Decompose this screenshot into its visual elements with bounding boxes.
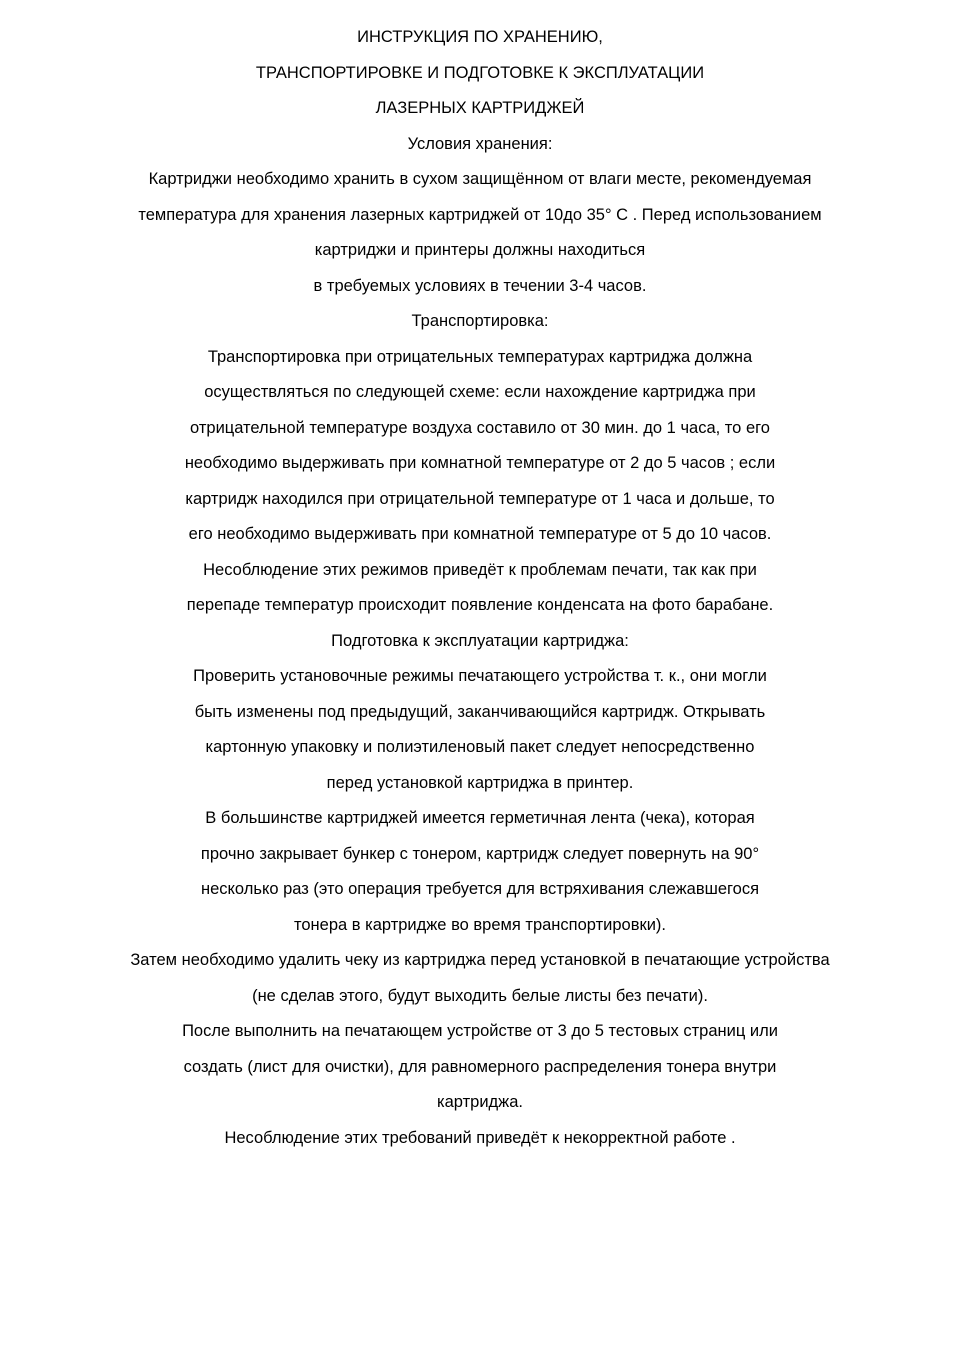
text-line: Картриджи необходимо хранить в сухом защищённом от влаги месте, рекомендуемая: [148, 170, 812, 188]
text-line: Несоблюдение этих режимов приведёт к проблемам печати, так как при: [203, 560, 757, 579]
text-line: Транспортировка при отрицательных температурах картриджа должна: [207, 347, 753, 366]
text-line: картридж находился при отрицательной температуре от 1 часа и дольше, то: [185, 489, 775, 508]
text-line: быть изменены под предыдущий, заканчивающийся картридж. Открывать: [194, 702, 766, 721]
text-line: отрицательной температуре воздуха составило от 30 мин. до 1 часа, то его: [190, 418, 770, 437]
text-line: необходимо выдерживать при комнатной температуре от 2 до 5 часов ; если: [184, 454, 776, 472]
text-line: Проверить установочные режимы печатающего устройства т. к., они могли: [193, 667, 767, 685]
text-line: температура для хранения лазерных картриджей от 10до 35° С . Перед использованием: [138, 205, 822, 224]
text-line: После выполнить на печатающем устройстве от 3 до 5 тестовых страниц или: [182, 1022, 778, 1040]
text-line: картриджи и принтеры должны находиться: [314, 241, 646, 259]
text-line: картриджа.: [437, 1093, 523, 1111]
document-title-line: ЛАЗЕРНЫХ КАРТРИДЖЕЙ: [375, 99, 585, 117]
text-line: картонную упаковку и полиэтиленовый пакет следует непосредственно: [205, 738, 755, 756]
text-line: его необходимо выдерживать при комнатной температуре от 5 до 10 часов.: [188, 525, 772, 543]
text-line: осуществляться по следующей схеме: если нахождение картриджа при: [204, 383, 756, 401]
document-title-line: ИНСТРУКЦИЯ ПО ХРАНЕНИЮ,: [357, 28, 603, 46]
text-line: (не сделав этого, будут выходить белые листы без печати).: [252, 986, 708, 1005]
text-line: Затем необходимо удалить чеку из картриджа перед установкой в печатающие устройства: [130, 951, 830, 969]
closing-line: Несоблюдение этих требований приведёт к некорректной работе .: [224, 1128, 736, 1147]
text-line: тонера в картридже во время транспортировки).: [294, 915, 666, 934]
text-line: перепаде температур происходит появление конденсата на фото барабане.: [186, 596, 774, 614]
text-line: В большинстве картриджей имеется герметичная лента (чека), которая: [205, 809, 755, 827]
document-title-line: ТРАНСПОРТИРОВКЕ И ПОДГОТОВКЕ К ЭКСПЛУАТАЦИИ: [255, 63, 705, 82]
section-heading-storage: Условия хранения:: [407, 134, 553, 153]
section-heading-preparation: Подготовка к эксплуатации картриджа:: [331, 631, 629, 650]
text-line: прочно закрывает бункер с тонером, картридж следует повернуть на 90°: [200, 844, 760, 863]
text-line: создать (лист для очистки), для равномерного распределения тонера внутри: [183, 1057, 777, 1076]
text-line: в требуемых условиях в течении 3-4 часов.: [313, 276, 647, 295]
section-heading-transport: Транспортировка:: [411, 312, 549, 330]
text-line: перед установкой картриджа в принтер.: [326, 773, 634, 792]
text-line: несколько раз (это операция требуется для встряхивания слежавшегося: [200, 880, 760, 898]
